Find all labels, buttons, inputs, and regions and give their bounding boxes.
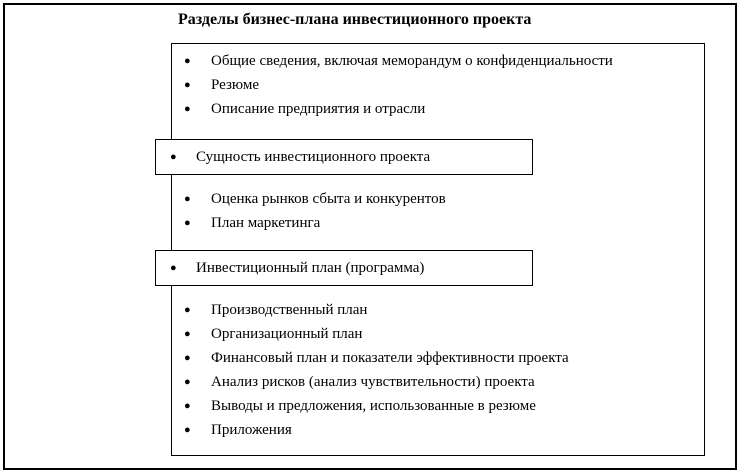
bullet-icon: ●	[184, 217, 191, 229]
list-item	[184, 49, 613, 73]
list-item-label: Анализ рисков (анализ чувствительности) проекта	[211, 374, 535, 390]
list-item	[184, 211, 446, 235]
diagram-title: Разделы бизнес-плана инвестиционного проекта	[178, 11, 532, 28]
list-item-label: Резюме	[211, 77, 260, 93]
list-item	[184, 298, 569, 322]
bullet-icon: ●	[184, 400, 191, 412]
section-list-general	[184, 49, 613, 121]
list-item-label: Описание предприятия и отрасли	[211, 101, 426, 117]
list-item-label: Производственный план	[211, 302, 368, 318]
list-item-label: Финансовый план и показатели эффективности проекта	[211, 350, 569, 366]
list-item	[184, 97, 613, 121]
bullet-icon: ●	[184, 352, 191, 364]
bullet-icon: ●	[184, 328, 191, 340]
bullet-icon: ●	[184, 193, 191, 205]
highlight-label: Сущность инвестиционного проекта	[196, 148, 431, 165]
section-list-market	[184, 187, 446, 235]
bullet-icon: ●	[184, 376, 191, 388]
list-item	[184, 346, 569, 370]
bullet-icon: ●	[184, 55, 191, 67]
list-item	[184, 73, 613, 97]
bullet-icon: ●	[184, 79, 191, 91]
bullet-icon: ●	[170, 151, 177, 163]
list-item-label: Организационный план	[211, 326, 363, 342]
list-item	[184, 370, 569, 394]
list-item	[184, 187, 446, 211]
highlight-investment-plan	[155, 250, 533, 286]
list-item-label: План маркетинга	[211, 215, 321, 231]
list-item	[184, 394, 569, 418]
bullet-icon: ●	[184, 103, 191, 115]
bullet-icon: ●	[170, 262, 177, 274]
highlight-label: Инвестиционный план (программа)	[196, 259, 425, 276]
section-list-plans	[184, 298, 569, 442]
list-item-label: Оценка рынков сбыта и конкурентов	[211, 191, 446, 207]
list-item-label: Выводы и предложения, использованные в резюме	[211, 398, 536, 414]
list-item	[184, 418, 569, 442]
list-item	[184, 322, 569, 346]
highlight-project-essence	[155, 139, 533, 175]
bullet-icon: ●	[184, 304, 191, 316]
bullet-icon: ●	[184, 424, 191, 436]
list-item-label: Общие сведения, включая меморандум о конфиденциальности	[211, 53, 613, 69]
list-item-label: Приложения	[211, 422, 292, 438]
